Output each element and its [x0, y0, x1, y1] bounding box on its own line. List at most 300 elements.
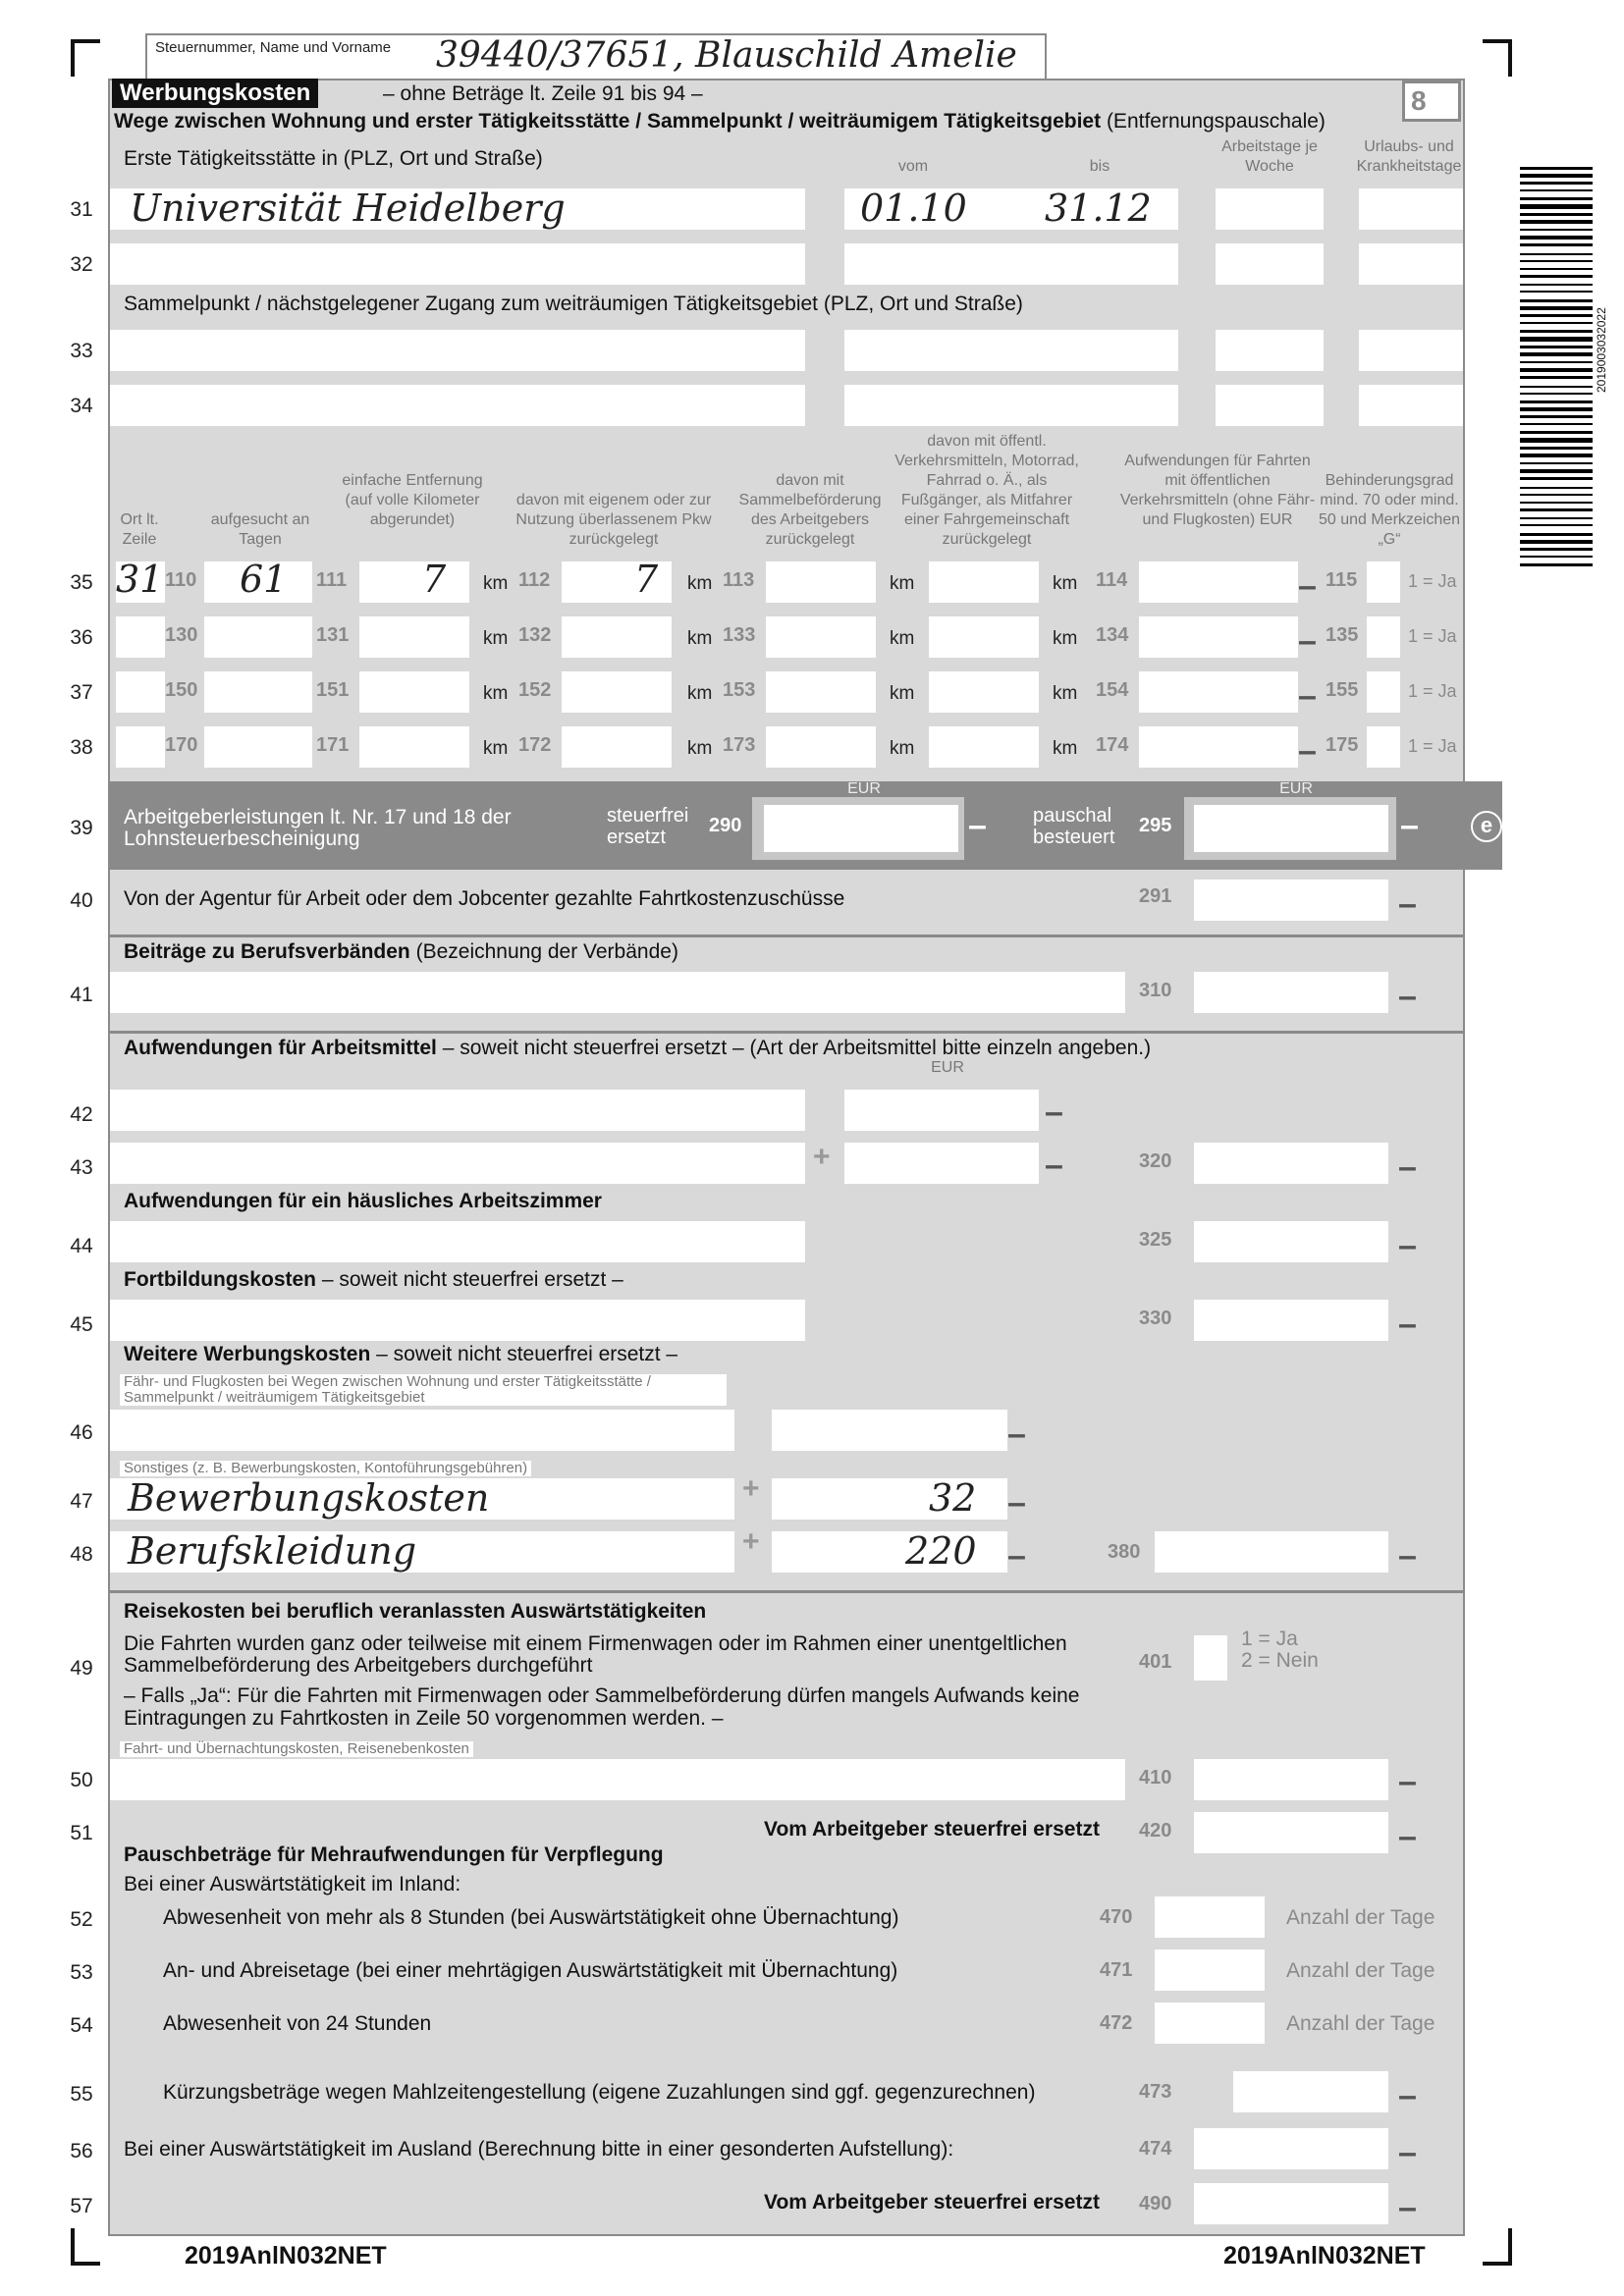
code-172: 172: [518, 734, 552, 756]
code-134: 134: [1096, 624, 1129, 646]
line39-code1: 290: [709, 815, 742, 836]
barcode-bar: [1520, 260, 1593, 262]
code-130: 130: [165, 624, 198, 646]
code-131: 131: [316, 624, 350, 646]
days-week-field-32[interactable]: [1216, 243, 1324, 285]
barcode-bar: [1520, 352, 1593, 356]
work-equipment-heading-normal: – soweit nicht steuerfrei ersetzt – (Art der Arbeitsmittel bitte einzeln angeben.): [442, 1037, 1152, 1059]
barcode-bar: [1520, 477, 1593, 480]
barcode-bar: [1520, 447, 1593, 450]
other-amount-value-48: 220: [905, 1529, 977, 1573]
barcode-bar: [1520, 407, 1593, 411]
expenses-field[interactable]: [1139, 726, 1298, 768]
field-325[interactable]: [1194, 1221, 1388, 1262]
dash: –: [1298, 567, 1317, 605]
code-113: 113: [723, 569, 755, 591]
days-472: Anzahl der Tage: [1286, 2012, 1435, 2035]
yes-label: 1 = Ja: [1408, 571, 1457, 591]
barcode-bar: [1520, 400, 1593, 403]
employer-transport-field[interactable]: [766, 671, 876, 713]
code-133: 133: [723, 624, 756, 646]
code-111: 111: [316, 569, 348, 591]
dash-42: –: [1045, 1094, 1063, 1131]
dash-47: –: [1007, 1484, 1026, 1522]
equipment-amount-42[interactable]: [844, 1090, 1039, 1131]
employer-transport-field[interactable]: [766, 616, 876, 658]
field-420[interactable]: [1194, 1812, 1388, 1853]
line39-code2: 295: [1139, 815, 1172, 836]
field-471[interactable]: [1155, 1949, 1265, 1991]
meals-l53: An- und Abreisetage (bei einer mehrtägigen Auswärtstätigkeit mit Übernachtung): [163, 1959, 898, 1982]
hdr-distance: einfache Entfernung (auf volle Kilometer abgerundet): [342, 472, 483, 528]
meals-l52: Abwesenheit von mehr als 8 Stunden (bei Auswärtstätigkeit ohne Übernachtung): [163, 1906, 899, 1929]
vacation-field-33[interactable]: [1359, 330, 1463, 371]
distance-field[interactable]: [359, 561, 469, 603]
footer-right: 2019AnlN032NET: [1223, 2242, 1426, 2269]
from-value-31: 01.10: [860, 187, 967, 230]
line-number: 43: [70, 1156, 93, 1179]
barcode-bar: [1520, 220, 1593, 224]
workplace-field-32[interactable]: [110, 243, 805, 285]
barcode-bar: [1520, 306, 1593, 310]
yes-label: 1 = Ja: [1408, 736, 1457, 756]
days-week-field-33[interactable]: [1216, 330, 1324, 371]
line39-flat: pauschal besteuert: [1033, 805, 1115, 848]
code-380: 380: [1108, 1541, 1141, 1563]
barcode-bar: [1520, 204, 1593, 209]
ort-value: 31: [116, 558, 164, 601]
code-150: 150: [165, 679, 198, 701]
km-label: km: [1053, 738, 1078, 759]
dash-420: –: [1398, 1818, 1417, 1855]
barcode-bar: [1520, 533, 1593, 536]
tag-50: Fahrt- und Übernachtungskosten, Reisenebenkosten: [120, 1741, 473, 1757]
from-field-33[interactable]: [844, 330, 1039, 371]
training-heading: [124, 1268, 623, 1292]
hdr-disability: Behinderungsgrad mind. 70 oder mind. 50 und Merkzeichen „G“: [1318, 472, 1461, 548]
training-field[interactable]: [110, 1300, 805, 1341]
line-number: 32: [70, 253, 93, 276]
disability-field[interactable]: [1367, 561, 1400, 603]
line41-heading-normal: (Bezeichnung der Verbände): [415, 940, 678, 963]
disability-field[interactable]: [1367, 616, 1400, 658]
line39-tax-free: steuerfrei ersetzt: [607, 805, 689, 848]
field-310[interactable]: [1194, 972, 1388, 1013]
km-label: km: [890, 683, 915, 704]
barcode-bar: [1520, 346, 1593, 348]
barcode-bar: [1520, 167, 1593, 170]
own-car-field[interactable]: [562, 726, 672, 768]
meeting-field-34[interactable]: [110, 385, 805, 426]
barcode-bar: [1520, 229, 1593, 231]
barcode-bar: [1520, 487, 1593, 489]
corner-mark-bottom-left: [71, 2228, 100, 2266]
public-field[interactable]: [929, 561, 1039, 603]
barcode-bar: [1520, 502, 1593, 504]
line-number: 38: [70, 736, 93, 759]
barcode-bar: [1520, 213, 1593, 216]
km-label: km: [890, 738, 915, 759]
km-label: km: [890, 573, 915, 594]
dash-295: –: [1400, 807, 1419, 844]
barcode-bar: [1520, 462, 1593, 464]
line-number: 51: [70, 1822, 93, 1844]
equipment-field-43[interactable]: [110, 1143, 805, 1184]
dash-46: –: [1007, 1415, 1026, 1453]
disability-field[interactable]: [1367, 726, 1400, 768]
line-number: 45: [70, 1313, 93, 1336]
to-field-32[interactable]: [1031, 243, 1178, 285]
barcode-bar: [1520, 563, 1593, 566]
days-field[interactable]: [204, 616, 312, 658]
km-label: km: [483, 683, 509, 704]
field-295[interactable]: [1194, 805, 1388, 852]
meals-l55: Kürzungsbeträge wegen Mahlzeitengestellung (eigene Zuzahlungen sind ggf. gegenzurechnen): [163, 2081, 1036, 2104]
field-472[interactable]: [1155, 2002, 1265, 2044]
barcode-number: 2019003032022: [1595, 307, 1608, 393]
barcode-bar: [1520, 189, 1593, 191]
code-472: 472: [1100, 2012, 1133, 2034]
hdr-days: aufgesucht an Tagen: [210, 511, 310, 548]
col-from: vom: [897, 158, 929, 175]
code-171: 171: [316, 734, 350, 756]
ort-field[interactable]: [116, 671, 165, 713]
public-field[interactable]: [929, 726, 1039, 768]
public-field[interactable]: [929, 671, 1039, 713]
first-workplace-label: Erste Tätigkeitsstätte in (PLZ, Ort und Straße): [124, 147, 543, 170]
hdr-employer-transport: davon mit Sammelbeförderung des Arbeitgebers zurückgelegt: [738, 472, 882, 548]
vacation-field-31[interactable]: [1359, 188, 1463, 230]
workplace-value-31: Universität Heidelberg: [130, 187, 566, 230]
line-number: 37: [70, 681, 93, 704]
line-number: 57: [70, 2195, 93, 2217]
meals-l54: Abwesenheit von 24 Stunden: [163, 2012, 432, 2035]
vacation-field-34[interactable]: [1359, 385, 1463, 426]
km-label: km: [1053, 683, 1078, 704]
code-170: 170: [165, 734, 198, 756]
code-115: 115: [1326, 569, 1358, 591]
dash-320: –: [1398, 1148, 1417, 1186]
km-label: km: [483, 738, 509, 759]
eur-label-42: EUR: [931, 1059, 964, 1076]
barcode-bar: [1520, 299, 1593, 302]
line-number: 31: [70, 198, 93, 221]
barcode-bar: [1520, 330, 1593, 333]
dash-380: –: [1398, 1537, 1417, 1575]
field-330[interactable]: [1194, 1300, 1388, 1341]
separator-48: [108, 1590, 1465, 1593]
col-vacation: Urlaubs- und Krankheitstage: [1356, 138, 1462, 175]
option-yes-401: 1 = Ja: [1241, 1628, 1298, 1650]
field-474[interactable]: [1194, 2128, 1388, 2169]
equipment-amount-43[interactable]: [844, 1143, 1039, 1184]
line-number: 36: [70, 626, 93, 649]
e-mark-icon: [1471, 811, 1502, 842]
barcode-bar: [1520, 517, 1593, 519]
line39-label: Arbeitgeberleistungen lt. Nr. 17 und 18 der Lohnsteuerbescheinigung: [124, 806, 512, 850]
distance-field[interactable]: [359, 671, 469, 713]
own-car-field[interactable]: [562, 671, 672, 713]
dash: –: [1298, 622, 1317, 660]
work-equipment-heading-bold: Aufwendungen für Arbeitsmittel: [124, 1037, 437, 1059]
barcode-bar: [1520, 361, 1593, 363]
km-label: km: [483, 628, 509, 649]
line-number: 40: [70, 889, 93, 912]
to-value-31: 31.12: [1045, 187, 1152, 230]
barcode-bar: [1520, 174, 1593, 178]
line-number: 53: [70, 1961, 93, 1984]
other-heading: [124, 1343, 677, 1366]
work-equipment-heading: [124, 1037, 1151, 1060]
code-325: 325: [1139, 1229, 1172, 1251]
field-410[interactable]: [1194, 1759, 1388, 1800]
km-label: km: [687, 573, 713, 594]
code-470: 470: [1100, 1906, 1133, 1928]
barcode-bar: [1520, 253, 1593, 255]
line-number: 50: [70, 1769, 93, 1791]
other-value-47: Bewerbungskosten: [128, 1476, 490, 1520]
corner-mark-bottom-right: [1483, 2228, 1512, 2266]
ferry-amount-46[interactable]: [772, 1410, 1007, 1451]
line41-heading-bold: Beiträge zu Berufsverbänden: [124, 940, 410, 963]
col-days-week: Arbeitstage je Woche: [1221, 138, 1318, 175]
yes-label: 1 = Ja: [1408, 626, 1457, 646]
days-week-field-31[interactable]: [1216, 188, 1324, 230]
km-label: km: [687, 628, 713, 649]
km-label: km: [1053, 628, 1078, 649]
dash-290: –: [968, 807, 987, 844]
days-field[interactable]: [204, 671, 312, 713]
ferry-field-46[interactable]: [110, 1410, 734, 1451]
dash-474: –: [1398, 2134, 1417, 2171]
home-office-heading: Aufwendungen für ein häusliches Arbeitszimmer: [124, 1190, 602, 1212]
line-number: 46: [70, 1421, 93, 1444]
tag-46: Fähr- und Flugkosten bei Wegen zwischen Wohnung und erster Tätigkeitsstätte / Sammelpunkt / weiträumigem Tätigkeitsgebiet: [120, 1374, 727, 1406]
home-office-field[interactable]: [110, 1221, 805, 1262]
yes-label: 1 = Ja: [1408, 681, 1457, 701]
barcode-bar: [1520, 548, 1593, 551]
travel-question: Die Fahrten wurden ganz oder teilweise mit einem Firmenwagen oder im Rahmen einer unentgeltlichen Sammelbeförderung des Arbeitgebers durchgeführt: [124, 1632, 1067, 1677]
field-380[interactable]: [1155, 1531, 1388, 1573]
barcode-bar: [1520, 508, 1593, 511]
code-401: 401: [1139, 1651, 1172, 1673]
commute-heading-bold: Wege zwischen Wohnung und erster Tätigkeitsstätte / Sammelpunkt / weiträumigem Tätigkeitsgebiet: [114, 110, 1102, 133]
field-473[interactable]: [1233, 2071, 1388, 2112]
hdr-expenses: Aufwendungen für Fahrten mit öffentlichen Verkehrsmitteln (ohne Fähr- und Flugkosten) EUR: [1119, 453, 1316, 528]
line-number: 49: [70, 1657, 93, 1680]
line-number: 34: [70, 395, 93, 417]
barcode-bar: [1520, 284, 1593, 286]
line-number: 55: [70, 2083, 93, 2106]
dash-43: –: [1045, 1147, 1063, 1184]
code-152: 152: [518, 679, 552, 701]
barcode-bar: [1520, 337, 1593, 342]
hdr-ort: Ort lt. Zeile: [120, 511, 159, 548]
barcode-bar: [1520, 415, 1593, 418]
line41-heading: [124, 940, 678, 964]
days-value: 61: [240, 558, 288, 601]
employer-transport-field[interactable]: [766, 561, 876, 603]
tag-47: Sonstiges (z. B. Bewerbungskosten, Kontoführungsgebühren): [120, 1461, 531, 1476]
line40-label: Von der Agentur für Arbeit oder dem Jobcenter gezahlte Fahrtkostenzuschüsse: [124, 887, 845, 910]
line-number: 54: [70, 2014, 93, 2037]
corner-mark-top-left: [71, 39, 100, 77]
training-heading-normal: – soweit nicht steuerfrei ersetzt –: [321, 1268, 623, 1291]
km-label: km: [687, 683, 713, 704]
barcode-bar: [1520, 524, 1593, 526]
code-471: 471: [1100, 1959, 1133, 1981]
line-number: 47: [70, 1490, 93, 1513]
code-410: 410: [1139, 1767, 1172, 1789]
line-number: 39: [70, 817, 93, 839]
meals-heading: Pauschbeträge für Mehraufwendungen für Verpflegung: [124, 1843, 664, 1866]
from-field-32[interactable]: [844, 243, 1039, 285]
page-number-box: [1402, 80, 1461, 122]
expenses-field[interactable]: [1139, 616, 1298, 658]
travel-note: – Falls „Ja“: Für die Fahrten mit Firmenwagen oder Sammelbeförderung dürfen mangels Aufwands keine Eintragungen zu Fahrtkosten in Zeile 50 vorgenommen werden. –: [124, 1684, 1080, 1730]
page-number: 8: [1411, 85, 1427, 116]
days-week-field-34[interactable]: [1216, 385, 1324, 426]
distance-field[interactable]: [359, 726, 469, 768]
code-114: 114: [1096, 569, 1128, 591]
code-135: 135: [1326, 624, 1359, 646]
code-474: 474: [1139, 2138, 1172, 2160]
field-470[interactable]: [1155, 1896, 1265, 1938]
disability-field[interactable]: [1367, 671, 1400, 713]
barcode-bar: [1520, 431, 1593, 434]
dash-330: –: [1398, 1306, 1417, 1343]
public-field[interactable]: [929, 616, 1039, 658]
km-label: km: [687, 738, 713, 759]
to-field-34[interactable]: [1031, 385, 1178, 426]
e-mark-letter: e: [1480, 813, 1493, 837]
dash-325: –: [1398, 1227, 1417, 1264]
own-car-field[interactable]: [562, 616, 672, 658]
dash-473: –: [1398, 2077, 1417, 2114]
to-field-33[interactable]: [1031, 330, 1178, 371]
barcode-bar: [1520, 540, 1593, 544]
code-310: 310: [1139, 980, 1172, 1001]
plus-48: +: [742, 1525, 760, 1558]
tax-id-box[interactable]: [145, 33, 1047, 79]
barcode-bar: [1520, 556, 1593, 558]
line-number: 42: [70, 1103, 93, 1126]
vacation-field-32[interactable]: [1359, 243, 1463, 285]
reimbursed-51: Vom Arbeitgeber steuerfrei ersetzt: [764, 1818, 1100, 1841]
code-420: 420: [1139, 1820, 1172, 1842]
dash-310: –: [1398, 978, 1417, 1015]
code-112: 112: [518, 569, 551, 591]
barcode-graphic: [1520, 167, 1593, 579]
commute-heading-normal: (Entfernungspauschale): [1106, 110, 1326, 133]
corner-mark-top-right: [1483, 39, 1512, 77]
barcode-bar: [1520, 386, 1593, 388]
barcode-bar: [1520, 368, 1593, 372]
barcode-bar: [1520, 469, 1593, 473]
barcode-bar: [1520, 494, 1593, 496]
field-290[interactable]: [764, 805, 958, 852]
meals-l57: Vom Arbeitgeber steuerfrei ersetzt: [764, 2191, 1100, 2214]
section-title: Werbungskosten: [112, 79, 318, 108]
expenses-field[interactable]: [1139, 671, 1298, 713]
commute-heading: [114, 110, 1326, 133]
dash-490: –: [1398, 2189, 1417, 2226]
code-473: 473: [1139, 2081, 1172, 2103]
code-132: 132: [518, 624, 552, 646]
travel-field-50[interactable]: [110, 1759, 1125, 1800]
barcode-bar: [1520, 423, 1593, 425]
footer-left: 2019AnlN032NET: [185, 2242, 387, 2269]
separator-40: [108, 934, 1465, 937]
meals-l56: Bei einer Auswärtstätigkeit im Ausland (Berechnung bitte in einer gesonderten Aufstellung):: [124, 2138, 954, 2161]
distance-field[interactable]: [359, 616, 469, 658]
from-field-34[interactable]: [844, 385, 1039, 426]
line-number: 44: [70, 1235, 93, 1257]
dash: –: [1298, 732, 1317, 770]
tax-id-label: Steuernummer, Name und Vorname: [155, 39, 392, 56]
equipment-field-42[interactable]: [110, 1090, 805, 1131]
hdr-public: davon mit öffentl. Verkehrsmitteln, Motorrad, Fahrrad o. Ä., als Fußgänger, als Mitfahrer einer Fahrgemeinschaft zurückgelegt: [894, 433, 1079, 548]
meeting-point-label: Sammelpunkt / nächstgelegener Zugang zum weiträumigen Tätigkeitsgebiet (PLZ, Ort und Straße): [124, 293, 1023, 315]
barcode: [1520, 167, 1593, 579]
code-154: 154: [1096, 679, 1129, 701]
line-number: 48: [70, 1543, 93, 1566]
ort-field[interactable]: [116, 726, 165, 768]
code-175: 175: [1326, 734, 1359, 756]
associations-field[interactable]: [110, 972, 1125, 1013]
km-label: km: [483, 573, 509, 594]
dash-410: –: [1398, 1763, 1417, 1800]
dash-291: –: [1398, 885, 1417, 923]
plus-43: +: [813, 1141, 831, 1173]
meeting-field-33[interactable]: [110, 330, 805, 371]
barcode-bar: [1520, 454, 1593, 457]
travel-heading: Reisekosten bei beruflich veranlassten Auswärtstätigkeiten: [124, 1600, 707, 1623]
code-291: 291: [1139, 885, 1172, 907]
field-320[interactable]: [1194, 1143, 1388, 1184]
barcode-bar: [1520, 182, 1593, 185]
barcode-bar: [1520, 197, 1593, 200]
other-value-48: Berufskleidung: [128, 1529, 417, 1573]
employer-transport-field[interactable]: [766, 726, 876, 768]
own-car-value: 7: [634, 558, 659, 601]
distance-value: 7: [422, 558, 447, 601]
code-110: 110: [165, 569, 197, 591]
ort-field[interactable]: [116, 616, 165, 658]
days-field[interactable]: [204, 726, 312, 768]
dash: –: [1298, 677, 1317, 715]
field-291[interactable]: [1194, 880, 1388, 921]
field-401[interactable]: [1194, 1635, 1227, 1681]
line-number: 52: [70, 1908, 93, 1931]
field-490[interactable]: [1194, 2183, 1388, 2224]
meals-domestic: Bei einer Auswärtstätigkeit im Inland:: [124, 1873, 461, 1896]
line-number: 33: [70, 340, 93, 362]
eur-label-295: EUR: [1279, 780, 1313, 797]
code-153: 153: [723, 679, 756, 701]
section-subtitle: – ohne Beträge lt. Zeile 91 bis 94 –: [383, 82, 703, 105]
expenses-field[interactable]: [1139, 561, 1298, 603]
option-no-401: 2 = Nein: [1241, 1649, 1319, 1672]
days-470: Anzahl der Tage: [1286, 1906, 1435, 1929]
training-heading-bold: Fortbildungskosten: [124, 1268, 316, 1291]
barcode-bar: [1520, 393, 1593, 395]
other-heading-normal: – soweit nicht steuerfrei ersetzt –: [376, 1343, 678, 1365]
col-to: bis: [1089, 158, 1110, 175]
barcode-bar: [1520, 291, 1593, 293]
code-155: 155: [1326, 679, 1359, 701]
km-label: km: [1053, 573, 1078, 594]
